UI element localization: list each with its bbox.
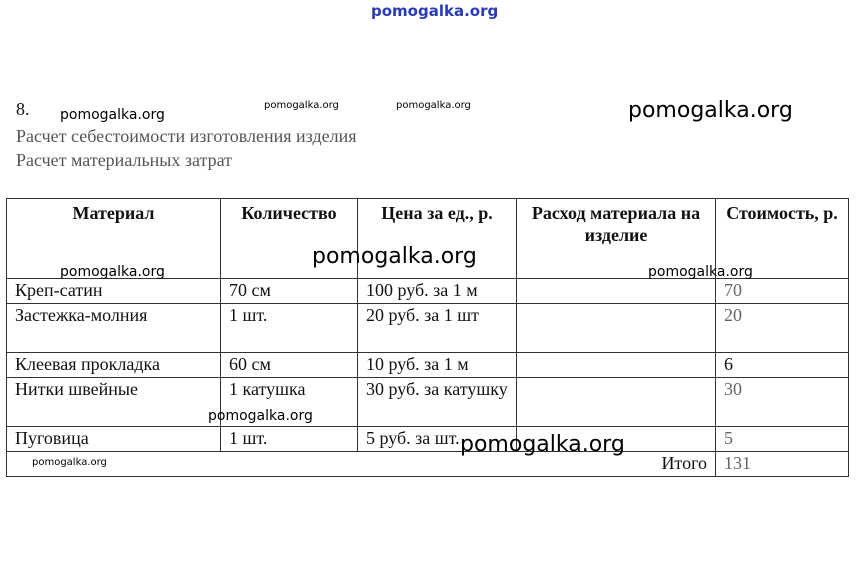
watermark: pomogalka.org: [32, 457, 107, 468]
cell-unit-price: 30 руб. за катушку: [358, 378, 517, 427]
material-costs-table: [6, 198, 849, 477]
cell-material: Пуговица: [7, 427, 221, 452]
cell-material: Креп-сатин: [7, 279, 221, 304]
cell-quantity: 1 шт.: [221, 427, 358, 452]
cell-cost: 30: [716, 378, 849, 427]
cell-consumption: [517, 304, 716, 353]
total-value: 131: [716, 452, 849, 477]
cell-consumption: [517, 378, 716, 427]
task-number: 8.: [16, 99, 30, 119]
column-header-consumption: Расход материала на изделие: [517, 199, 716, 279]
document-title: Расчет себестоимости изготовления изделия: [16, 126, 357, 146]
cell-unit-price: 100 руб. за 1 м: [358, 279, 517, 304]
cell-quantity: 70 см: [221, 279, 358, 304]
watermark-top[interactable]: pomogalka.org: [371, 2, 499, 20]
cell-material: Застежка-молния: [7, 304, 221, 353]
watermark: pomogalka.org: [264, 100, 339, 111]
watermark: pomogalka.org: [60, 107, 165, 123]
cell-cost: 70: [716, 279, 849, 304]
table-total-row: [7, 452, 849, 477]
table-row: [7, 279, 849, 304]
document-subtitle: Расчет материальных затрат: [16, 150, 232, 170]
watermark: pomogalka.org: [628, 98, 793, 123]
watermark: pomogalka.org: [208, 408, 313, 424]
total-label: Итого: [517, 452, 716, 477]
cell-unit-price: 5 руб. за шт.: [358, 427, 517, 452]
column-header-cost: Стоимость, р.: [716, 199, 849, 279]
cell-quantity: 1 катушка: [221, 378, 358, 427]
cell-material: Нитки швейные: [7, 378, 221, 427]
column-header-quantity: Количество: [221, 199, 358, 279]
cell-cost: 20: [716, 304, 849, 353]
watermark: pomogalka.org: [60, 264, 165, 280]
column-header-material: Материал: [7, 199, 221, 279]
cell-consumption: [517, 279, 716, 304]
column-header-unit-price: Цена за ед., р.: [358, 199, 517, 279]
watermark: pomogalka.org: [460, 432, 625, 457]
cell-cost: 6: [716, 353, 849, 378]
cell-material: Клеевая прокладка: [7, 353, 221, 378]
total-blank-cell: [221, 452, 358, 477]
cell-quantity: 60 см: [221, 353, 358, 378]
table-row: [7, 353, 849, 378]
table-row: [7, 304, 849, 353]
cell-unit-price: 20 руб. за 1 шт: [358, 304, 517, 353]
watermark: pomogalka.org: [648, 264, 753, 280]
table-row: [7, 427, 849, 452]
table-row: [7, 378, 849, 427]
cell-unit-price: 10 руб. за 1 м: [358, 353, 517, 378]
cell-quantity: 1 шт.: [221, 304, 358, 353]
cell-consumption: [517, 353, 716, 378]
watermark: pomogalka.org: [396, 100, 471, 111]
cell-cost: 5: [716, 427, 849, 452]
watermark: pomogalka.org: [312, 244, 477, 269]
